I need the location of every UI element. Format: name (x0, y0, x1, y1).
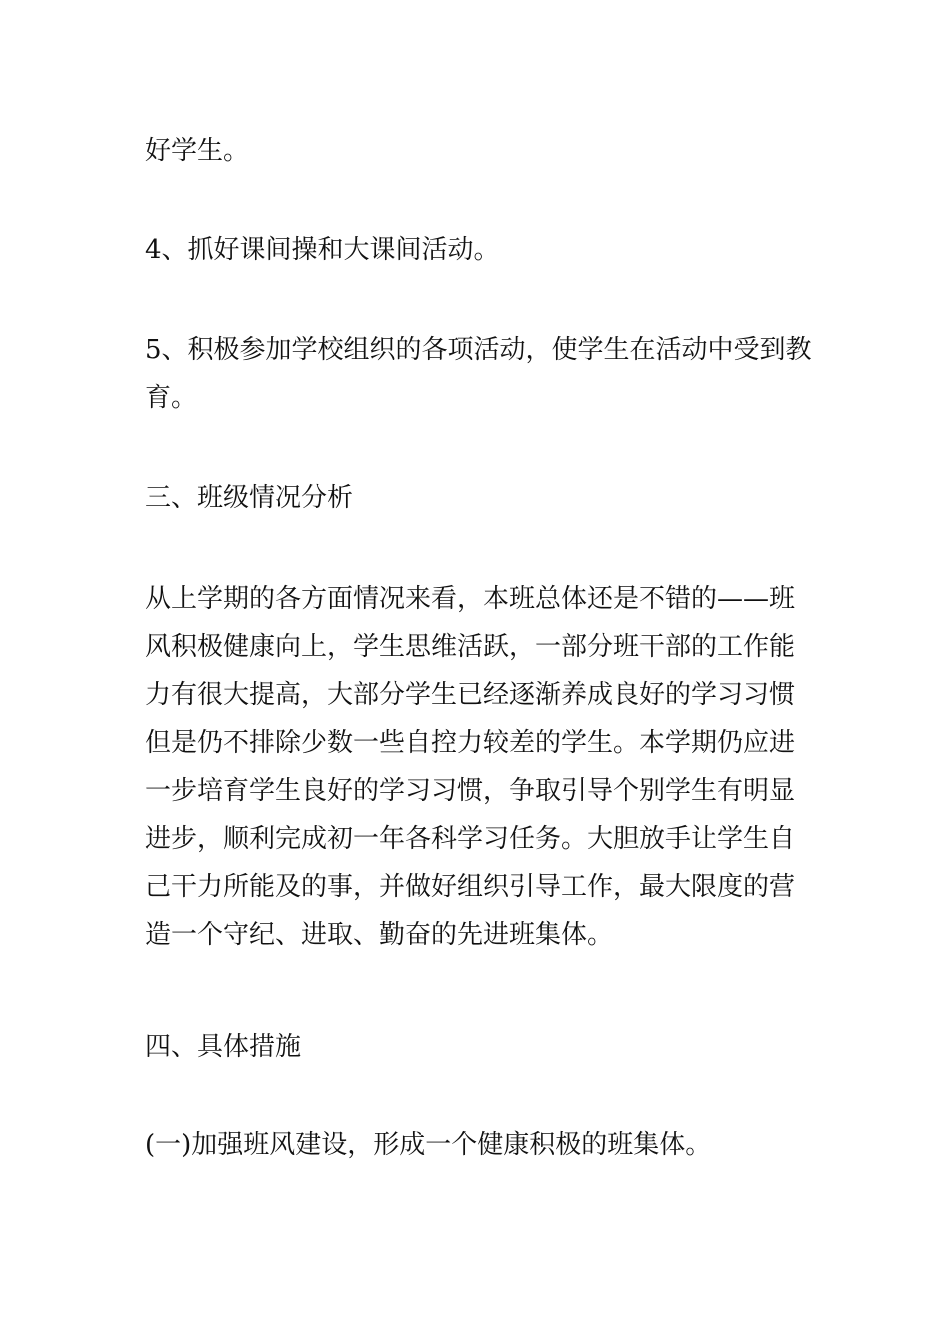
paragraph-1 (145, 127, 810, 175)
subheading-1 (145, 1121, 810, 1169)
text-line: 好学生。 (145, 136, 250, 166)
paragraph-item-5 (145, 326, 810, 422)
text-line: 但是仍不排除少数一些自控力较差的学生。本学期仍应进 (145, 728, 796, 758)
text-line: 风积极健康向上，学生思维活跃，一部分班干部的工作能 (145, 632, 796, 662)
section-heading-4 (145, 1023, 810, 1071)
text-line: 一步培育学生良好的学习习惯，争取引导个别学生有明显 (145, 776, 796, 806)
paragraph-item-4 (145, 226, 810, 274)
text-line: 育。 (145, 383, 198, 413)
text-line: 4、抓好课间操和大课间活动。 (145, 235, 500, 265)
text-line: 5、积极参加学校组织的各项活动，使学生在活动中受到教 (145, 335, 812, 365)
heading-text: 四、具体措施 (145, 1032, 302, 1062)
heading-text: 三、班级情况分析 (145, 483, 354, 513)
paragraph-class-analysis (145, 575, 810, 959)
text-line: 造一个守纪、进取、勤奋的先进班集体。 (145, 920, 614, 950)
text-line: 己干力所能及的事，并做好组织引导工作，最大限度的营 (145, 872, 796, 902)
text-line: 进步，顺利完成初一年各科学习任务。大胆放手让学生自 (145, 824, 796, 854)
subheading-text: (一)加强班风建设，形成一个健康积极的班集体。 (145, 1130, 712, 1160)
section-heading-3 (145, 474, 810, 522)
text-line: 从上学期的各方面情况来看，本班总体还是不错的——班 (145, 584, 796, 614)
text-line: 力有很大提高，大部分学生已经逐渐养成良好的学习习惯 (145, 680, 796, 710)
